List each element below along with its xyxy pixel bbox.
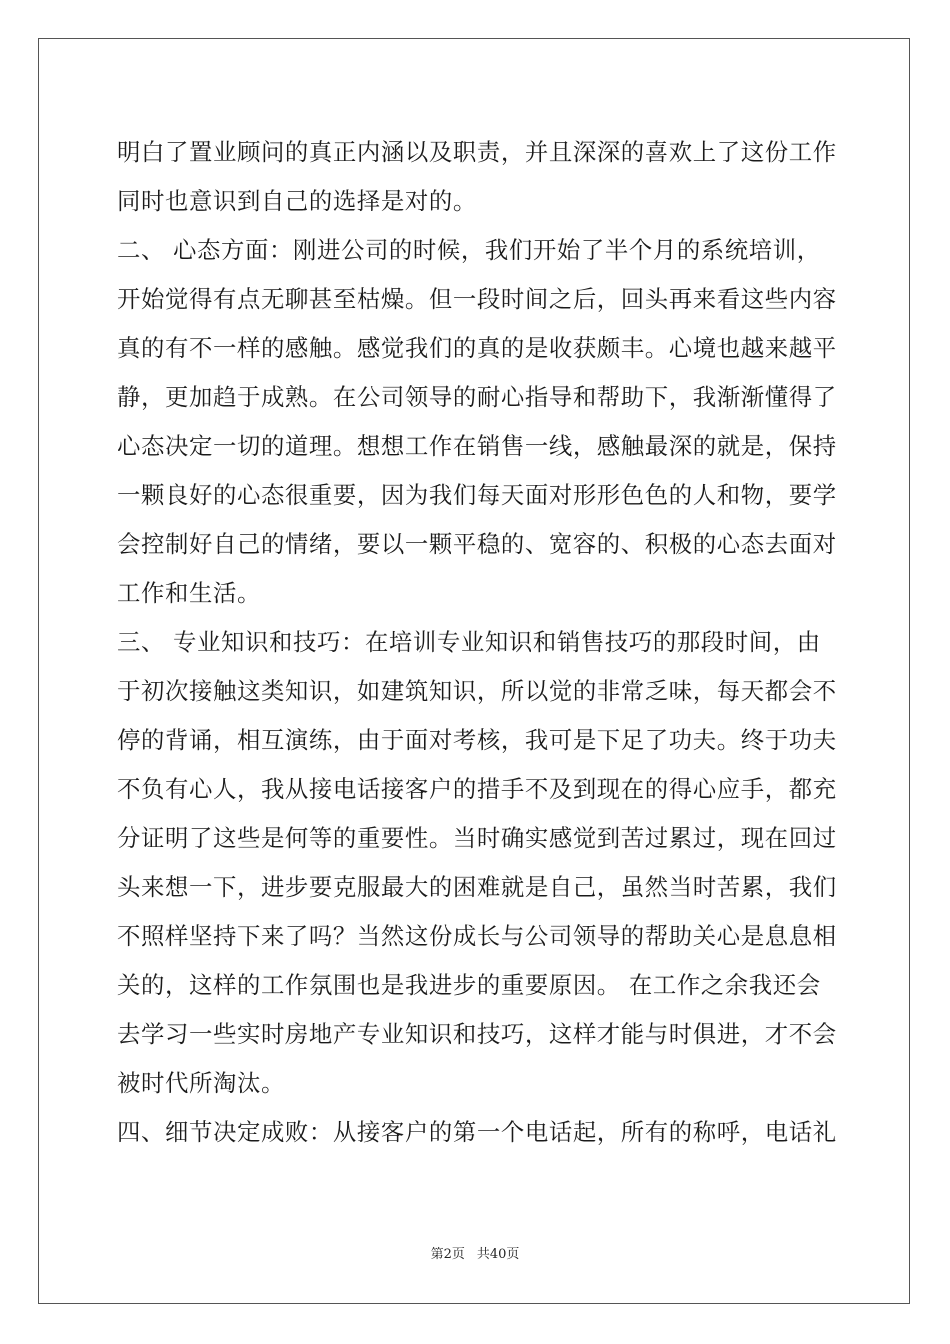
text-line: 工作和生活。 bbox=[117, 579, 261, 607]
page-footer bbox=[0, 1247, 950, 1263]
text-line: 停的背诵，相互演练，由于面对考核，我可是下足了功夫。终于功夫 bbox=[117, 726, 837, 754]
text-line: 于初次接触这类知识，如建筑知识，所以觉的非常乏味，每天都会不 bbox=[117, 677, 837, 705]
text-line: 四、细节决定成败：从接客户的第一个电话起，所有的称呼，电话礼 bbox=[117, 1118, 837, 1146]
text-line: 心态决定一切的道理。想想工作在销售一线，感触最深的就是，保持 bbox=[117, 432, 837, 460]
text-line: 明白了置业顾问的真正内涵以及职责，并且深深的喜欢上了这份工作 bbox=[117, 138, 837, 166]
text-line: 会控制好自己的情绪，要以一颗平稳的、宽容的、积极的心态去面对 bbox=[117, 530, 837, 558]
text-line: 一颗良好的心态很重要，因为我们每天面对形形色色的人和物，要学 bbox=[117, 481, 837, 509]
text-line: 被时代所淘汰。 bbox=[117, 1069, 285, 1097]
text-line: 分证明了这些是何等的重要性。当时确实感觉到苦过累过，现在回过 bbox=[117, 824, 837, 852]
text-line: 静，更加趋于成熟。在公司领导的耐心指导和帮助下，我渐渐懂得了 bbox=[117, 383, 837, 411]
text-line: 三、 专业知识和技巧：在培训专业知识和销售技巧的那段时间，由 bbox=[117, 628, 821, 656]
text-line: 二、 心态方面：刚进公司的时候，我们开始了半个月的系统培训， bbox=[117, 236, 821, 264]
text-line: 头来想一下，进步要克服最大的困难就是自己，虽然当时苦累，我们 bbox=[117, 873, 837, 901]
page-number: 第2页 bbox=[430, 1247, 465, 1262]
text-line: 不负有心人，我从接电话接客户的措手不及到现在的得心应手，都充 bbox=[117, 775, 837, 803]
document-body bbox=[117, 128, 837, 1157]
text-line: 不照样坚持下来了吗？当然这份成长与公司领导的帮助关心是息息相 bbox=[117, 922, 837, 950]
text-line: 开始觉得有点无聊甚至枯燥。但一段时间之后，回头再来看这些内容 bbox=[117, 285, 837, 313]
text-line: 关的，这样的工作氛围也是我进步的重要原因。 在工作之余我还会 bbox=[117, 971, 821, 999]
page-total: 共40页 bbox=[476, 1247, 520, 1262]
text-line: 同时也意识到自己的选择是对的。 bbox=[117, 187, 477, 215]
text-line: 去学习一些实时房地产专业知识和技巧，这样才能与时俱进，才不会 bbox=[117, 1020, 837, 1048]
text-line: 真的有不一样的感触。感觉我们的真的是收获颇丰。心境也越来越平 bbox=[117, 334, 837, 362]
